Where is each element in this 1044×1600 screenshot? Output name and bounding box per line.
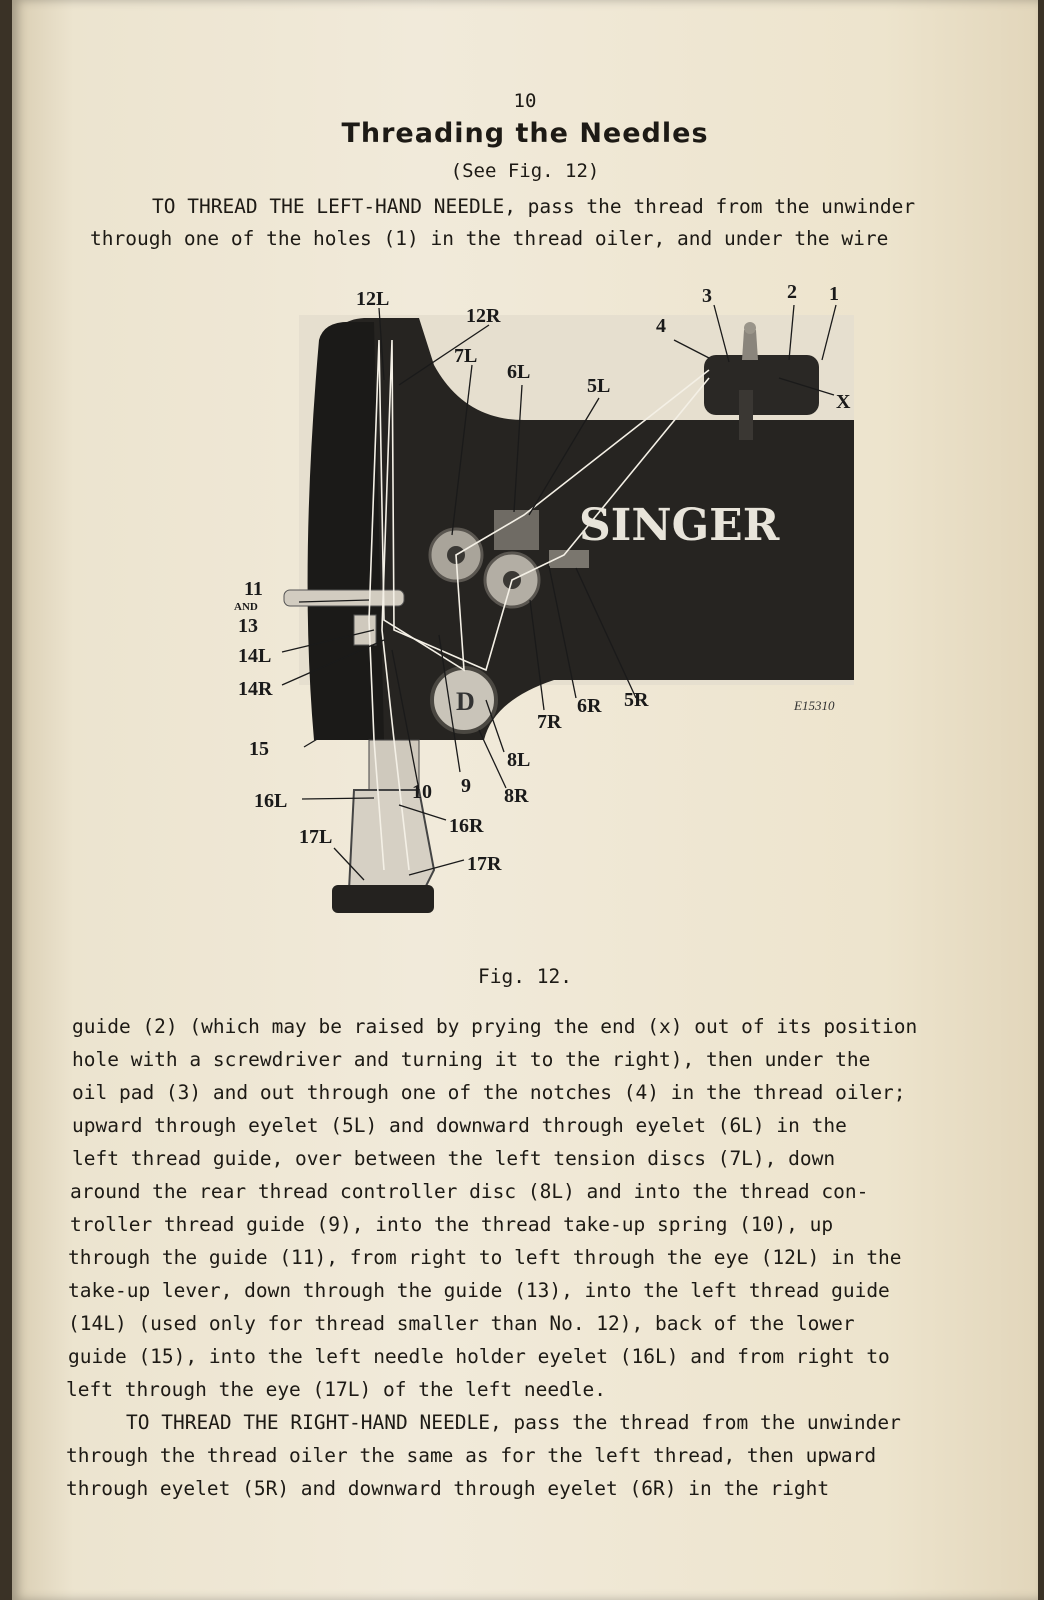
figure-code: E15310 (794, 698, 835, 713)
body-line-12: left through the eye (17L) of the left needle. (66, 1378, 607, 1401)
figure-reference: (See Fig. 12) (450, 160, 600, 182)
presser-foot (332, 885, 434, 913)
label-9: 9 (461, 775, 471, 797)
body-line-5: left thread guide, over between the left tension discs (7L), down (72, 1147, 836, 1170)
label-10: 10 (412, 781, 432, 803)
body-line-6: around the rear thread controller disc (8L) and into the thread con- (70, 1180, 869, 1203)
label-1: 1 (829, 283, 839, 305)
body-line-10: (14L) (used only for thread smaller than No. 12), back of the lower (68, 1312, 855, 1335)
label-15: 15 (249, 738, 269, 760)
body-line-3: oil pad (3) and out through one of the notches (4) in the thread oiler; (72, 1081, 906, 1104)
right-line-1: TO THREAD THE RIGHT-HAND NEEDLE, pass the thread from the unwinder (126, 1411, 901, 1434)
label-14L: 14L (238, 645, 272, 667)
label-16R: 16R (449, 815, 484, 837)
label-11: 11 (244, 578, 263, 600)
label-6L: 6L (507, 361, 531, 383)
label-5L: 5L (587, 375, 611, 397)
body-line-8: through the guide (11), from right to left through the eye (12L) in the (68, 1246, 902, 1269)
label-7R: 7R (537, 711, 562, 733)
label-2: 2 (787, 281, 797, 303)
figure-caption: Fig. 12. (478, 965, 572, 988)
sewing-machine-illustration (224, 270, 884, 950)
label-14R: 14R (238, 678, 273, 700)
right-line-3: through eyelet (5R) and downward through eyelet (6R) in the right (66, 1477, 830, 1500)
body-line-1: guide (2) (which may be raised by prying the end (x) out of its position (72, 1015, 918, 1038)
body-line-4: upward through eyelet (5L) and downward through eyelet (6L) in the (72, 1114, 847, 1137)
manual-page (12, 0, 1038, 1600)
presser-foot-shank (349, 790, 434, 890)
oiler-post (739, 390, 753, 440)
brand-logo: SINGER (579, 500, 780, 551)
svg-text:D: D (456, 687, 475, 716)
intro-line-2: through one of the holes (1) in the thread oiler, and under the wire (90, 227, 889, 250)
body-line-2: hole with a screwdriver and turning it to the right), then under the (72, 1048, 871, 1071)
label-4: 4 (656, 315, 666, 337)
page-number: 10 (513, 90, 537, 112)
label-7L: 7L (454, 345, 478, 367)
label-12R: 12R (466, 305, 501, 327)
thread-guide-11 (284, 590, 404, 606)
body-line-9: take-up lever, down through the guide (13), into the left thread guide (68, 1279, 890, 1302)
label-17L: 17L (299, 826, 333, 848)
label-and: AND (234, 601, 258, 613)
body-line-11: guide (15), into the left needle holder eyelet (16L) and from right to (68, 1345, 890, 1368)
oiler-cap (744, 322, 756, 334)
body-line-7: troller thread guide (9), into the thread take-up spring (10), up (70, 1213, 834, 1236)
label-8L: 8L (507, 749, 531, 771)
label-3: 3 (702, 285, 712, 307)
label-x: X (836, 391, 851, 413)
right-line-2: through the thread oiler the same as for the left thread, then upward (66, 1444, 877, 1467)
oiler-spring (742, 330, 758, 360)
intro-line-1: TO THREAD THE LEFT-HAND NEEDLE, pass the thread from the unwinder (152, 195, 916, 218)
label-5R: 5R (624, 689, 649, 711)
label-17R: 17R (467, 853, 502, 875)
label-6R: 6R (577, 695, 602, 717)
label-13: 13 (238, 615, 258, 637)
label-16L: 16L (254, 790, 288, 812)
figure-12 (224, 270, 884, 950)
page-title: Threading the Needles (341, 118, 709, 149)
left-thread-guide (494, 510, 539, 550)
label-12L: 12L (356, 288, 390, 310)
label-8R: 8R (504, 785, 529, 807)
